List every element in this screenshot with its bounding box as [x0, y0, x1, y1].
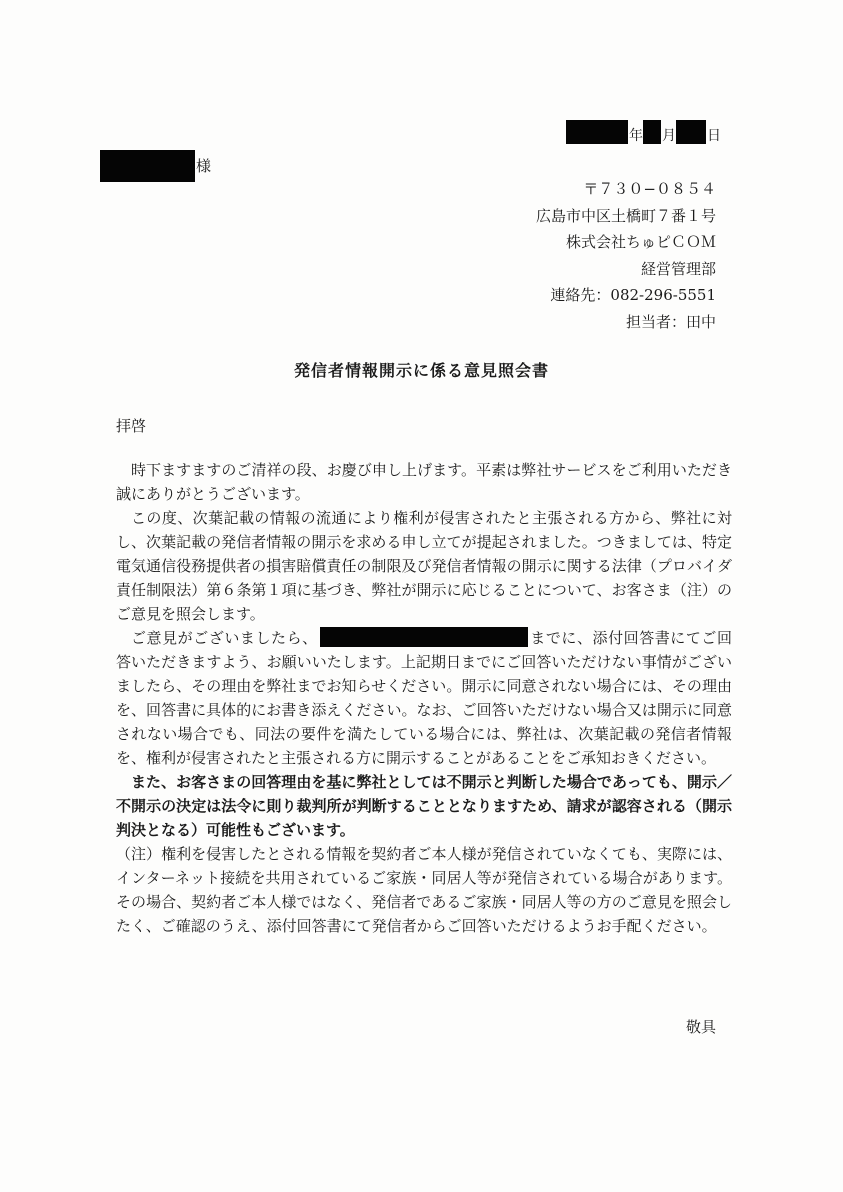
paragraph-request: この度、次葉記載の情報の流通により権利が侵害されたと主張される方から、弊社に対し、次葉記載の発信者情報の開示を求める申し立てが提起されました。つきましては、特定電気通信役務提供者の損害賠償責任の制限及び発信者情報の開示に関する法律（プロバイダ責任制限法）第６条第１項に基づき、弊社が開示に応じることについて、お客さま（注）のご意見を照会します。: [116, 509, 732, 623]
sender-person: 担当者：田中: [625, 312, 716, 331]
paragraph-court-notice: また、お客さまの回答理由を基に弊社としては不開示と判断した場合であっても、開示／不開示の決定は法令に則り裁判所が判断することとなりますため、請求が認容される（開示判決となる）可能性もございます。: [116, 773, 732, 839]
scan-smudge: [20, 510, 30, 524]
addressee: [100, 150, 230, 182]
sender-postal: 〒７３０−０８５４: [583, 180, 716, 198]
redacted-month: [643, 120, 661, 144]
day-suffix: 日: [707, 128, 721, 144]
date-line: [566, 120, 721, 144]
sender-contact: 連絡先：082-296-5551: [550, 286, 716, 304]
document-title: 発信者情報開示に係る意見照会書: [293, 361, 549, 380]
addressee-honorific: 様: [196, 157, 212, 175]
closing: 敬具: [685, 1018, 716, 1036]
year-suffix: 年: [629, 128, 643, 144]
salutation: 拝啓: [116, 417, 147, 435]
paragraph-greeting: 時下ますますのご清祥の段、お慶び申し上げます。平素は弊社サービスをご利用いただき誠にありがとうございます。: [116, 461, 732, 503]
deadline-text-after: までに、添付回答書にてご回答いただきますよう、お願いいたします。上記期日までにご回答いただけない事情がございましたら、その理由を弊社までお知らせください。開示に同意されない場合には、その理由を、回答書に具体的にお書き添えください。なお、ご回答いただけない場合又は開示に同意されない場合でも、同法の要件を満たしている場合には、弊社は、次葉記載の発信者情報を、権利が侵害されたと主張される方に開示することがあることをご承知おきください。: [116, 629, 732, 767]
month-suffix: 月: [662, 128, 676, 144]
redacted-deadline: [320, 627, 528, 647]
sender-block: [536, 176, 716, 335]
redacted-day: [676, 120, 706, 144]
paragraph-deadline: [116, 626, 732, 770]
paragraph-note: （注）権利を侵害したとされる情報を契約者ご本人様が発信されていなくても、実際には、インターネット接続を共用されているご家族・同居人等が発信されている場合があります。その場合、契約者ご本人様ではなく、発信者であるご家族・同居人等の方のご意見を照会したく、ご確認のうえ、添付回答書にて発信者からご回答いただけるようお手配ください。: [116, 845, 732, 935]
sender-company: 株式会社ちゅピＣＯＭ: [565, 233, 716, 251]
sender-department: 経営管理部: [640, 259, 716, 278]
deadline-text-before: ご意見がございましたら、: [131, 629, 318, 647]
redacted-year: [566, 120, 628, 144]
sender-address: 広島市中区土橋町７番１号: [535, 206, 716, 225]
redacted-addressee-name: [100, 150, 195, 182]
letter-body: [116, 458, 732, 938]
